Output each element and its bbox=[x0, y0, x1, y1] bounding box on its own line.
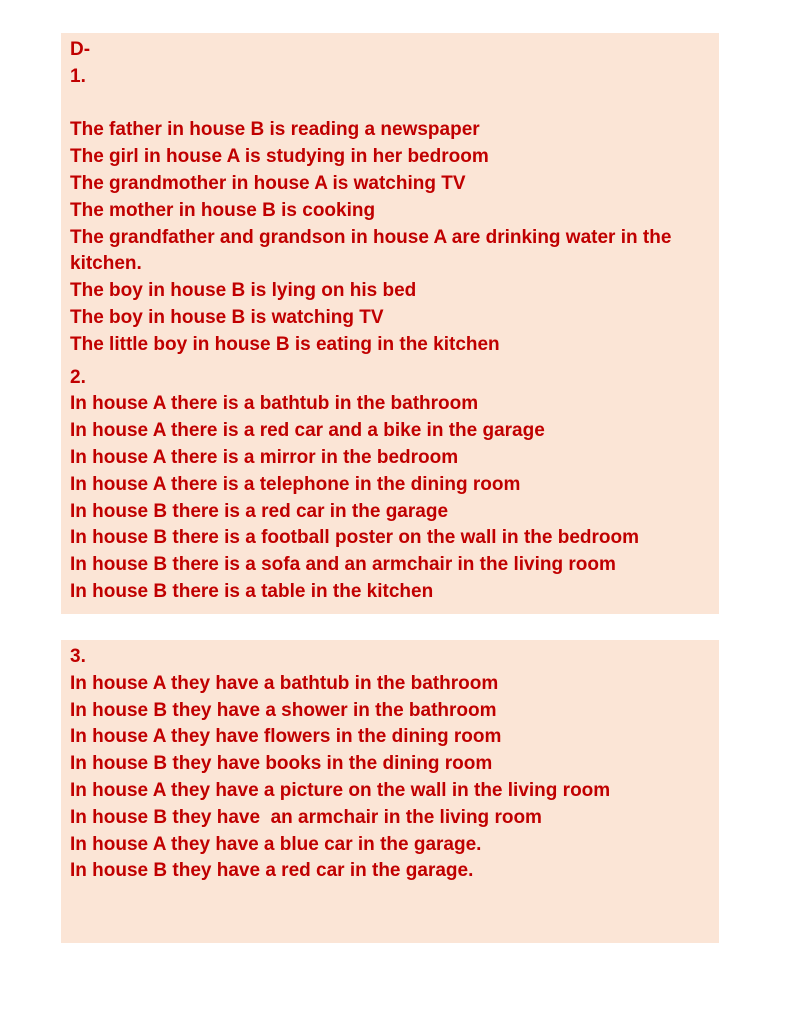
answer-line: The girl in house A is studying in her bedroom bbox=[70, 146, 489, 168]
answer-line: In house A there is a mirror in the bedroom bbox=[70, 446, 459, 468]
answer-line: In house A they have flowers in the dining room bbox=[70, 726, 502, 748]
blank-line bbox=[70, 91, 719, 118]
answer-line: In house B they have books in the dining room bbox=[70, 753, 493, 775]
answer-line: In house B they have a red car in the garage. bbox=[70, 860, 474, 882]
answer-line: The boy in house B is lying on his bed bbox=[70, 280, 417, 302]
answer-line: In house B they have an armchair in the living room bbox=[70, 806, 542, 828]
answer-line: In house A there is a bathtub in the bathroom bbox=[70, 393, 479, 415]
answer-box-1 bbox=[61, 33, 719, 614]
answer-line: In house A there is a red car and a bike in the garage bbox=[70, 420, 545, 442]
answer-line: In house A there is a telephone in the dining room bbox=[70, 473, 521, 495]
answer-line: In house A they have a picture on the wall in the living room bbox=[70, 779, 611, 801]
answer-line: In house B they have a shower in the bathroom bbox=[70, 699, 497, 721]
answer-line: In house A they have a bathtub in the bathroom bbox=[70, 672, 499, 694]
section-number-3: 3. bbox=[70, 646, 86, 667]
section-number-2: 2. bbox=[70, 366, 86, 388]
section-number-1: 1. bbox=[70, 65, 86, 87]
answer-line: In house B there is a red car in the garage bbox=[70, 500, 449, 522]
answer-line: The mother in house B is cooking bbox=[70, 199, 376, 221]
answer-box-2 bbox=[61, 640, 719, 943]
answer-line: In house A they have a blue car in the garage. bbox=[70, 833, 482, 855]
answer-line: In house B there is a sofa and an armchair in the living room bbox=[70, 554, 616, 576]
answer-line: The little boy in house B is eating in the kitchen bbox=[70, 333, 500, 355]
answer-line: In house B there is a table in the kitchen bbox=[70, 580, 434, 602]
answer-line: The grandmother in house A is watching TV bbox=[70, 172, 466, 194]
section-header: D- bbox=[70, 39, 91, 60]
answer-line: The father in house B is reading a newspaper bbox=[70, 119, 480, 141]
answer-line: The boy in house B is watching TV bbox=[70, 306, 384, 328]
answer-line: In house B there is a football poster on the wall in the bedroom bbox=[70, 527, 639, 549]
answer-line: The grandfather and grandson in house A are drinking water in the kitchen. bbox=[70, 226, 672, 275]
